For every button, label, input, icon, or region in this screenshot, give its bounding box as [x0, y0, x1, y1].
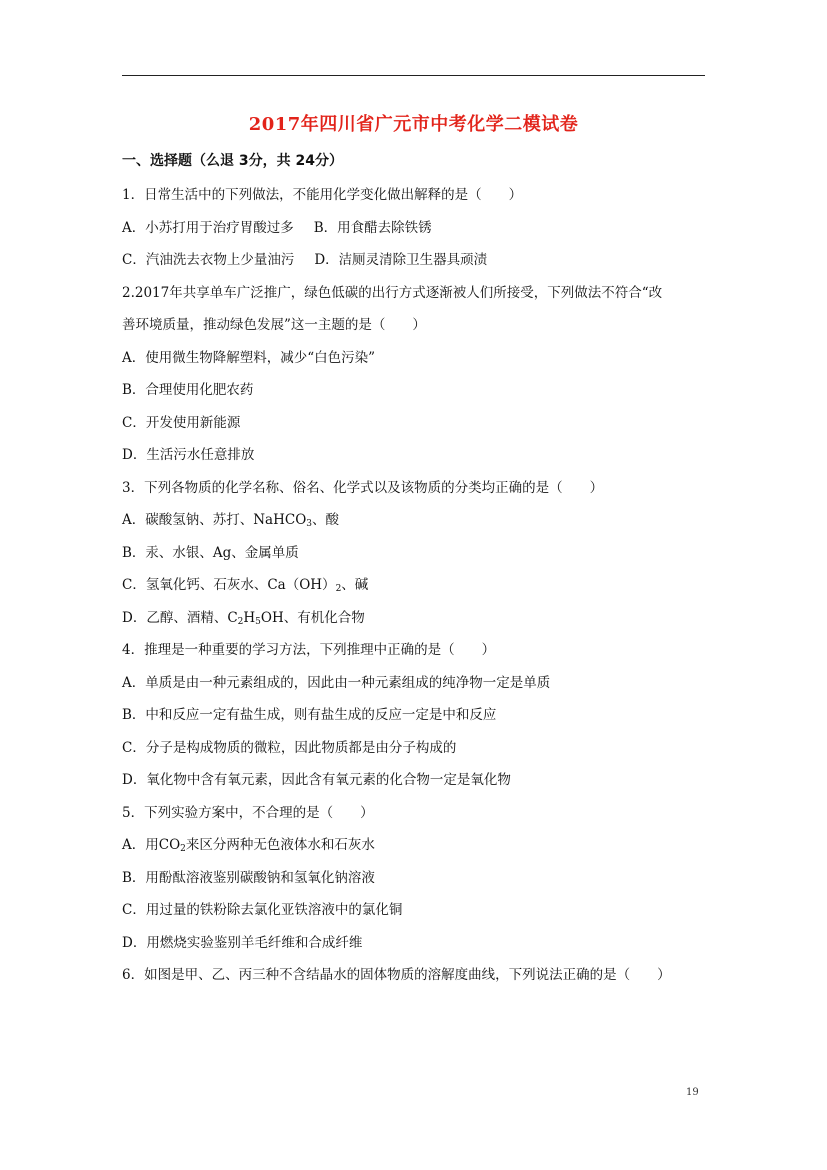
question-5-option-d: D．用燃烧实验鉴别羊毛纤维和合成纤维 [122, 934, 363, 951]
question-4-stem: 4．推理是一种重要的学习方法，下列推理中正确的是（ ） [122, 642, 496, 658]
question-1-option-c: C．汽油洗去衣物上少量油污 [122, 252, 295, 268]
question-4-option-c: C．分子是构成物质的微粒，因此物质都是由分子构成的 [122, 739, 457, 756]
question-5-option-b: B．用酚酞溶液鉴别碳酸钠和氢氧化钠溶液 [122, 869, 375, 886]
page-number: 19 [686, 1087, 699, 1098]
question-1-options-cd [122, 244, 712, 277]
question-2-option-b: B．合理使用化肥农药 [122, 382, 254, 398]
question-4-option-d: D．氧化物中含有氧元素，因此含有氧元素的化合物一定是氧化物 [122, 772, 511, 788]
question-4-option-a: A．单质是由一种元素组成的，因此由一种元素组成的纯净物一定是单质 [122, 674, 551, 691]
question-2-option-a: A．使用微生物降解塑料，减少“白色污染” [122, 349, 376, 366]
question-1-options-ab [122, 212, 712, 245]
question-6-stem: 6．如图是甲、乙、丙三种不含结晶水的固体物质的溶解度曲线，下列说法正确的是（ ） [122, 967, 671, 983]
question-5-stem: 5．下列实验方案中，不合理的是（ ） [122, 804, 374, 821]
question-1-option-a: A．小苏打用于治疗胃酸过多 [122, 219, 294, 236]
header-rule [122, 75, 705, 76]
question-2-stem-line1: 2.2017年共享单车广泛推广，绿色低碳的出行方式逐渐被人们所接受，下列做法不符合“改 [122, 284, 663, 301]
question-3-stem: 3．下列各物质的化学名称、俗名、化学式以及该物质的分类均正确的是（ ） [122, 479, 604, 496]
question-1-option-b: B．用食醋去除铁锈 [313, 219, 432, 236]
exam-title: 2017年四川省广元市中考化学二模试卷 [248, 114, 579, 135]
question-1-option-d: D．洁厕灵清除卫生器具顽渍 [314, 252, 488, 268]
question-2-option-c: C．开发使用新能源 [122, 414, 241, 431]
question-2-option-d: D．生活污水任意排放 [122, 447, 255, 463]
questions [122, 179, 712, 992]
question-5-option-a: A．用$CO_2$来区分两种无色液体水和石灰水 [122, 837, 375, 854]
section-heading: 一、选择题（么退 3分，共 24分） [122, 153, 343, 169]
question-4-option-b: B．中和反应一定有盐生成，则有盐生成的反应一定是中和反应 [122, 707, 497, 723]
question-3-option-d: D．乙醇、酒精、$C_2H_5OH$、有机化合物 [122, 609, 365, 627]
question-2-stem-line2: 善环境质量，推动绿色发展”这一主题的是（ ） [122, 317, 426, 333]
question-3-option-b: B．汞、水银、Ag、金属单质 [122, 544, 299, 561]
question-1-stem: 1．日常生活中的下列做法，不能用化学变化做出解释的是（ ） [122, 187, 523, 203]
question-3-option-a: A．碳酸氢钠、苏打、NaHCO$_3$、酸 [122, 512, 340, 529]
question-5-option-c: C．用过量的铁粉除去氯化亚铁溶液中的氯化铜 [122, 902, 403, 918]
question-3-option-c: C．氢氧化钙、石灰水、$Ca(OH)_2$、碱 [122, 577, 369, 594]
